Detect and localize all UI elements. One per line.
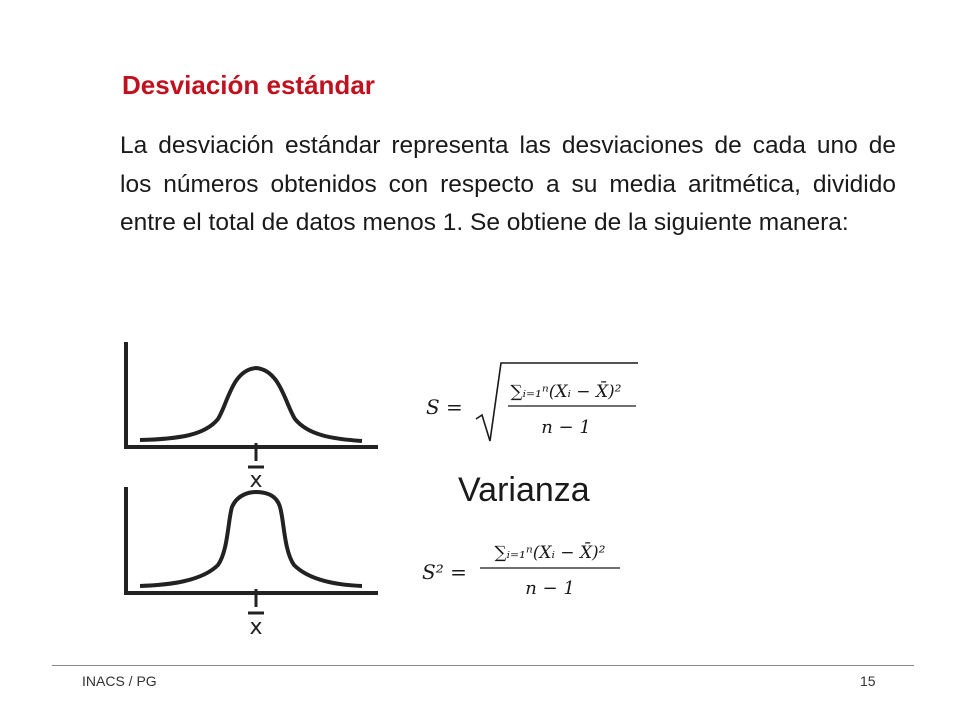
slide-title: Desviación estándar [122, 70, 375, 100]
var-formula-lhs: S² = [422, 560, 467, 584]
top-bell-curve [140, 368, 362, 441]
std-deviation-formula [426, 355, 646, 450]
top-xbar-label: x [249, 468, 263, 493]
variance-formula [420, 530, 640, 605]
std-formula-lhs: S = [426, 395, 463, 419]
bottom-plot-axes [126, 487, 378, 593]
std-formula-denominator: n − 1 [541, 417, 591, 438]
description-paragraph: La desviación estándar representa las desviaciones de cada uno de los números obtenidos con respecto a su media aritmética, dividido entre el total de datos menos 1. Se obtiene de la siguiente manera: [120, 132, 896, 236]
bottom-xbar-label: x [249, 615, 263, 640]
std-formula-numerator: ∑ᵢ₌₁ⁿ(Xᵢ − X̄)² [510, 382, 622, 402]
varianza-label: Varianza [458, 471, 590, 509]
distribution-curves-figure [110, 335, 400, 645]
var-formula-numerator: ∑ᵢ₌₁ⁿ(Xᵢ − X̄)² [494, 543, 606, 563]
top-plot-axes [126, 342, 378, 447]
var-formula-denominator: n − 1 [525, 578, 575, 599]
footer-divider [52, 665, 914, 666]
footer-author: INACS / PG [82, 673, 157, 689]
page-number: 15 [860, 673, 876, 689]
bottom-bell-curve [140, 492, 362, 586]
